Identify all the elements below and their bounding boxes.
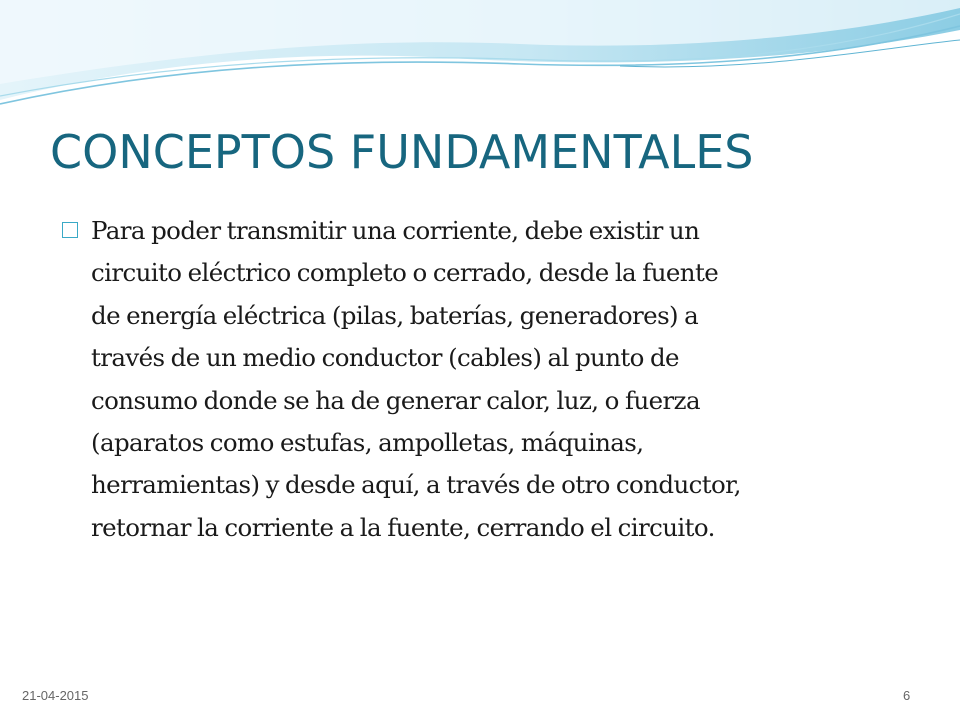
- bullet-line: (aparatos como estufas, ampolletas, máquinas,: [91, 428, 644, 458]
- footer-date: 21-04-2015: [22, 688, 89, 703]
- page-number: 6: [903, 688, 911, 703]
- header-wave-decoration: [0, 0, 960, 115]
- bullet-line: través de un medio conductor (cables) al punto de: [91, 343, 679, 373]
- bullet-line: Para poder transmitir una corriente, debe existir un: [91, 216, 700, 245]
- bullet-line: herramientas) y desde aquí, a través de otro conductor,: [91, 470, 741, 500]
- bullet-line: de energía eléctrica (pilas, baterías, generadores) a: [91, 300, 699, 330]
- slide-title: CONCEPTOS FUNDAMENTALES: [50, 125, 754, 179]
- bullet-line: consumo donde se ha de generar calor, luz, o fuerza: [91, 385, 700, 415]
- bullet-line: retornar la corriente a la fuente, cerrando el circuito.: [91, 512, 715, 542]
- square-bullet-icon: [62, 222, 78, 238]
- bullet-paragraph: [91, 210, 912, 549]
- bullet-item: [62, 210, 912, 549]
- bullet-line: circuito eléctrico completo o cerrado, desde la fuente: [91, 258, 719, 288]
